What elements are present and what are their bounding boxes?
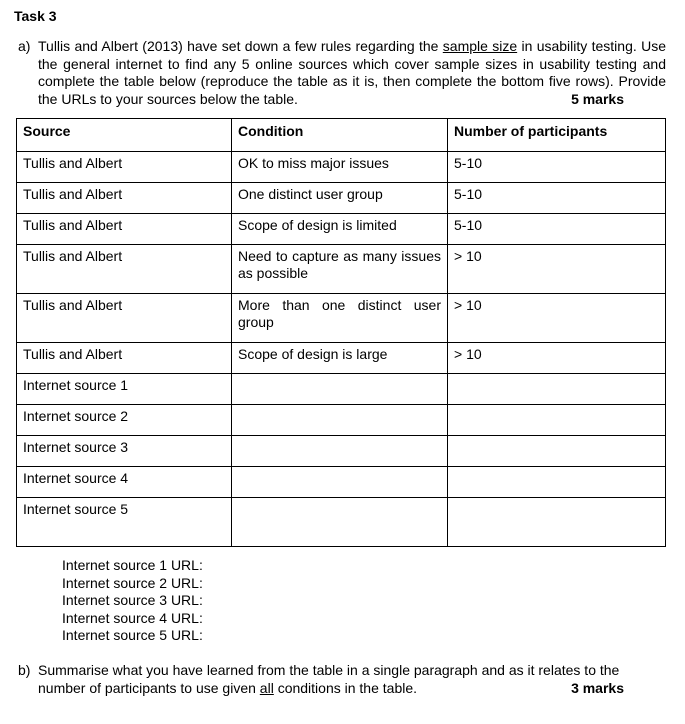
url-line-4: Internet source 4 URL: (62, 609, 203, 626)
source-cell: Internet source 5 (17, 498, 232, 547)
table-row (17, 294, 666, 343)
url-line-1: Internet source 1 URL: (62, 557, 203, 573)
condition-cell (232, 245, 448, 294)
url-line-2: Internet source 2 URL: (62, 574, 203, 591)
part-b-label: b) (18, 662, 31, 678)
table-row (17, 183, 666, 214)
table-row (17, 343, 666, 374)
condition-text: Need to capture as many issues as possible (238, 248, 441, 281)
condition-cell-empty[interactable] (232, 374, 448, 405)
condition-cell-empty[interactable] (232, 405, 448, 436)
url-line-5: Internet source 5 URL: (62, 627, 203, 644)
condition-cell: Scope of design is limited (232, 214, 448, 245)
part-b-text (38, 662, 666, 697)
table-row (17, 245, 666, 294)
part-a-text (38, 38, 666, 108)
header-source: Source (17, 119, 232, 152)
participants-cell-empty[interactable] (448, 374, 666, 405)
all-underlined: all (259, 679, 274, 696)
part-a-text-after: in usability testing. Use the general internet to find any 5 online sources which cover sample sizes in usability testing and complete the table below (reproduce the table as it is, then complete the bottom five rows). Provide the URLs to your sources below the table. (38, 38, 666, 107)
part-a-text-before: Tullis and Albert (2013) have set down a few rules regarding the (38, 38, 443, 54)
condition-cell (232, 294, 448, 343)
part-b-text-before: Summarise what you have learned from the table in a single paragraph and as it relates to the number of participants to use given (38, 662, 620, 696)
table-row (17, 467, 666, 498)
source-cell: Internet source 4 (17, 467, 232, 498)
source-cell: Tullis and Albert (17, 214, 232, 245)
task-title: Task 3 (14, 8, 57, 24)
table-row (17, 374, 666, 405)
participants-cell: 5-10 (448, 214, 666, 245)
source-cell: Tullis and Albert (17, 183, 232, 214)
participants-cell-empty[interactable] (448, 467, 666, 498)
table-row (17, 498, 666, 547)
table-row (17, 214, 666, 245)
header-condition: Condition (232, 119, 448, 152)
source-cell: Tullis and Albert (17, 245, 232, 294)
part-b-text-after: conditions in the table. (273, 679, 418, 696)
table-row (17, 405, 666, 436)
part-a-label: a) (18, 38, 31, 54)
table-header-row (17, 119, 666, 152)
source-cell: Tullis and Albert (17, 343, 232, 374)
table-row (17, 436, 666, 467)
participants-cell: 5-10 (448, 152, 666, 183)
source-cell: Internet source 1 (17, 374, 232, 405)
part-a-question (18, 38, 666, 108)
participants-cell: > 10 (448, 294, 666, 343)
condition-cell: OK to miss major issues (232, 152, 448, 183)
participants-cell: > 10 (448, 245, 666, 294)
participants-cell-empty[interactable] (448, 436, 666, 467)
participants-cell-empty[interactable] (448, 405, 666, 436)
url-list (62, 557, 203, 645)
participants-cell: 5-10 (448, 183, 666, 214)
condition-cell-empty[interactable] (232, 467, 448, 498)
sample-size-table (16, 118, 666, 547)
condition-text: More than one distinct user group (238, 297, 441, 330)
header-participants: Number of participants (448, 119, 666, 152)
condition-cell: One distinct user group (232, 183, 448, 214)
part-b-question (18, 662, 666, 697)
condition-cell-empty[interactable] (232, 436, 448, 467)
part-a-marks: 5 marks (571, 90, 624, 107)
source-cell: Internet source 3 (17, 436, 232, 467)
source-cell: Internet source 2 (17, 405, 232, 436)
table-row (17, 152, 666, 183)
source-cell: Tullis and Albert (17, 152, 232, 183)
source-cell: Tullis and Albert (17, 294, 232, 343)
condition-cell: Scope of design is large (232, 343, 448, 374)
sample-size-underlined: sample size (442, 38, 518, 54)
part-b-marks: 3 marks (571, 679, 624, 696)
participants-cell: > 10 (448, 343, 666, 374)
participants-cell-empty[interactable] (448, 498, 666, 547)
url-line-3: Internet source 3 URL: (62, 592, 203, 609)
condition-cell-empty[interactable] (232, 498, 448, 547)
